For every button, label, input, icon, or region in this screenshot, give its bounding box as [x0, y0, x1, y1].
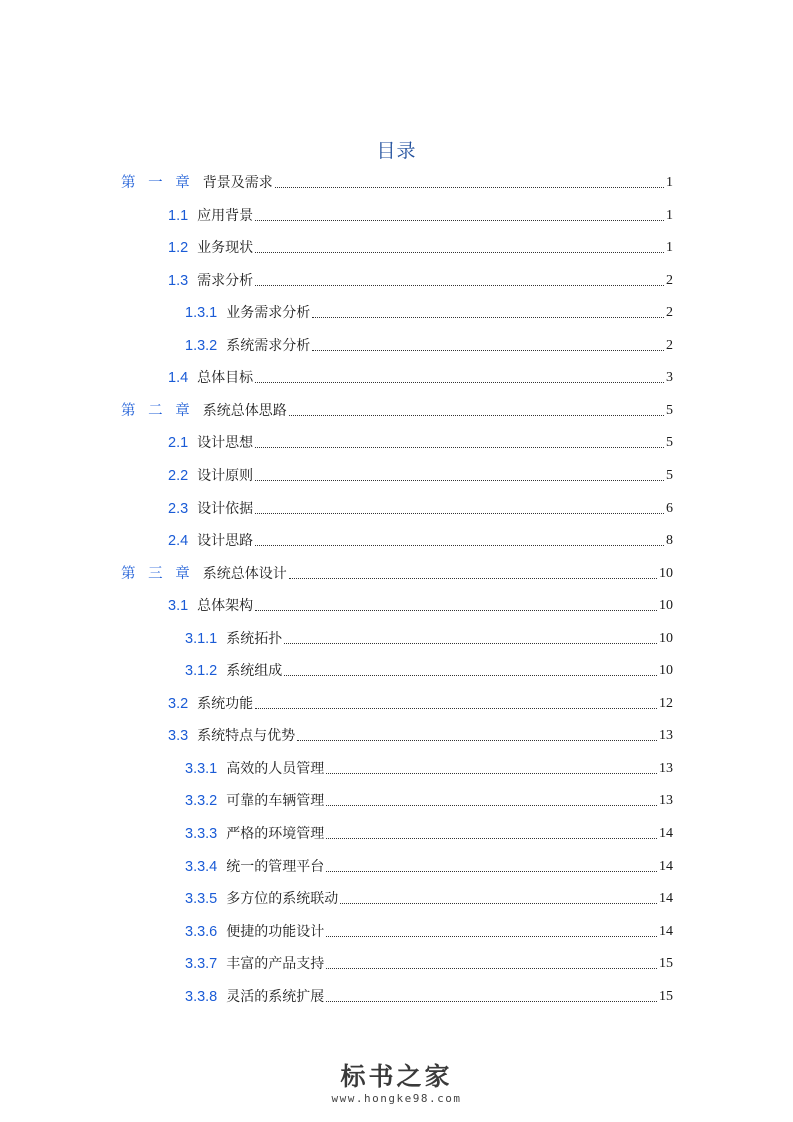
toc-entry-page: 1	[666, 208, 673, 223]
toc-entry-page: 8	[666, 533, 673, 548]
toc-entry-number: 第 一 章	[121, 175, 194, 191]
toc-entry-page: 14	[659, 826, 673, 841]
toc-entry-title: 丰富的产品支持	[226, 956, 325, 972]
toc-entry-title: 可靠的车辆管理	[226, 793, 325, 809]
toc-entry-title: 系统功能	[197, 696, 254, 712]
toc-entry-title: 设计依据	[197, 501, 254, 517]
footer-watermark	[0, 1062, 793, 1106]
toc-entry-number: 2.2	[168, 468, 189, 484]
dot-leader	[297, 724, 657, 748]
dot-leader	[255, 497, 664, 521]
toc-entry-page: 2	[666, 338, 673, 353]
toc-entry-title: 系统拓扑	[226, 631, 283, 647]
dot-leader	[340, 887, 657, 911]
dot-leader	[312, 301, 664, 325]
toc-entry[interactable]	[168, 497, 673, 521]
dot-leader	[312, 334, 664, 358]
toc-entry-number: 3.3.5	[185, 891, 218, 907]
toc-entry[interactable]	[121, 171, 673, 195]
toc-entry[interactable]	[185, 334, 673, 358]
dot-leader	[255, 594, 657, 618]
toc-entry-number: 2.4	[168, 533, 189, 549]
dot-leader	[255, 269, 664, 293]
dot-leader	[289, 562, 657, 586]
toc-entry[interactable]	[168, 594, 673, 618]
toc-entry-page: 13	[659, 793, 673, 808]
toc-entry-page: 5	[666, 468, 673, 483]
toc-entry-title: 需求分析	[197, 273, 254, 289]
toc-entry[interactable]	[168, 236, 673, 260]
dot-leader	[255, 236, 664, 260]
toc-entry-title: 多方位的系统联动	[226, 891, 339, 907]
toc-entry[interactable]	[185, 887, 673, 911]
toc-entry-number: 3.3.6	[185, 924, 218, 940]
toc-entry-number: 3.1.1	[185, 631, 218, 647]
toc-entry-page: 15	[659, 989, 673, 1004]
toc-entry-page: 12	[659, 696, 673, 711]
dot-leader	[289, 399, 664, 423]
dot-leader	[284, 659, 657, 683]
dot-leader	[326, 757, 657, 781]
toc-entry-title: 便捷的功能设计	[226, 924, 325, 940]
toc-entry-title: 设计思路	[197, 533, 254, 549]
toc-entry-page: 14	[659, 924, 673, 939]
dot-leader	[326, 920, 657, 944]
toc-entry-number: 3.3.1	[185, 761, 218, 777]
toc-entry-page: 6	[666, 501, 673, 516]
toc-entry-number: 1.4	[168, 370, 189, 386]
dot-leader	[326, 822, 657, 846]
toc-entry-title: 统一的管理平台	[226, 859, 325, 875]
toc-entry-number: 3.3.7	[185, 956, 218, 972]
toc-entry-number: 3.3.8	[185, 989, 218, 1005]
toc-entry-title: 背景及需求	[202, 175, 273, 191]
toc-entry-number: 3.1.2	[185, 663, 218, 679]
toc-entry[interactable]	[185, 301, 673, 325]
toc-entry-page: 14	[659, 859, 673, 874]
page-title: 目录	[376, 140, 417, 162]
toc-entry[interactable]	[168, 464, 673, 488]
toc-entry[interactable]	[185, 855, 673, 879]
toc-entry-title: 高效的人员管理	[226, 761, 325, 777]
dot-leader	[255, 204, 664, 228]
toc-entry-title: 业务需求分析	[226, 305, 311, 321]
dot-leader	[255, 431, 664, 455]
toc-entry[interactable]	[168, 366, 673, 390]
toc-entry-page: 5	[666, 435, 673, 450]
toc-entry[interactable]	[168, 431, 673, 455]
toc-entry-title: 总体目标	[197, 370, 254, 386]
toc-entry-page: 5	[666, 403, 673, 418]
toc-entry-number: 1.1	[168, 208, 189, 224]
toc-entry[interactable]	[121, 562, 673, 586]
toc-entry-title: 系统需求分析	[226, 338, 311, 354]
toc-entry-page: 10	[659, 566, 673, 581]
toc-entry[interactable]	[168, 692, 673, 716]
toc-entry-page: 14	[659, 891, 673, 906]
toc-entry[interactable]	[168, 529, 673, 553]
toc-entry-number: 2.3	[168, 501, 189, 517]
toc-entry-number: 1.3	[168, 273, 189, 289]
toc-entry[interactable]	[185, 822, 673, 846]
toc-entry-title: 总体架构	[197, 598, 254, 614]
toc-entry-page: 2	[666, 305, 673, 320]
toc-entry-title: 设计原则	[197, 468, 254, 484]
toc-entry-number: 3.3	[168, 728, 189, 744]
toc-entry[interactable]	[185, 757, 673, 781]
toc-entry[interactable]	[185, 627, 673, 651]
dot-leader	[255, 692, 657, 716]
dot-leader	[275, 171, 664, 195]
dot-leader	[326, 952, 657, 976]
toc-entry-number: 3.3.4	[185, 859, 218, 875]
toc-entry-page: 10	[659, 598, 673, 613]
toc-entry-number: 3.2	[168, 696, 189, 712]
toc-entry-page: 1	[666, 175, 673, 190]
toc-entry[interactable]	[121, 399, 673, 423]
dot-leader	[255, 366, 664, 390]
toc-entry[interactable]	[185, 920, 673, 944]
toc-entry-page: 15	[659, 956, 673, 971]
toc-entry-title: 严格的环境管理	[226, 826, 325, 842]
toc-entry-number: 第 二 章	[121, 403, 194, 419]
dot-leader	[255, 464, 664, 488]
dot-leader	[326, 985, 657, 1009]
toc-entry-number: 3.3.3	[185, 826, 218, 842]
toc-entry[interactable]	[185, 659, 673, 683]
toc-entry[interactable]	[168, 204, 673, 228]
toc-entry-title: 设计思想	[197, 435, 254, 451]
toc-entry[interactable]	[185, 952, 673, 976]
toc-entry-number: 第 三 章	[121, 566, 194, 582]
toc-entry-title: 系统特点与优势	[197, 728, 296, 744]
toc-entry-page: 1	[666, 240, 673, 255]
site-logo: 标书之家	[340, 1062, 453, 1091]
toc-entry-page: 3	[666, 370, 673, 385]
site-url: www.hongke98.com	[331, 1092, 462, 1105]
toc-entry-page: 10	[659, 631, 673, 646]
toc-entry-number: 1.3.1	[185, 305, 218, 321]
toc-entry-page: 13	[659, 728, 673, 743]
toc-entry-number: 1.3.2	[185, 338, 218, 354]
toc-entry-title: 应用背景	[197, 208, 254, 224]
toc-entry-title: 系统总体思路	[202, 403, 287, 419]
toc-entry-number: 3.3.2	[185, 793, 218, 809]
toc-entry-page: 2	[666, 273, 673, 288]
dot-leader	[326, 855, 657, 879]
toc-entry[interactable]	[168, 269, 673, 293]
dot-leader	[255, 529, 664, 553]
toc-entry-page: 13	[659, 761, 673, 776]
dot-leader	[326, 789, 657, 813]
toc-entry-number: 1.2	[168, 240, 189, 256]
toc-entry-title: 业务现状	[197, 240, 254, 256]
toc-entry-title: 灵活的系统扩展	[226, 989, 325, 1005]
toc-entry-number: 3.1	[168, 598, 189, 614]
toc-entry-number: 2.1	[168, 435, 189, 451]
dot-leader	[284, 627, 657, 651]
toc-entry-title: 系统组成	[226, 663, 283, 679]
toc-entry-title: 系统总体设计	[202, 566, 287, 582]
toc-entry[interactable]	[185, 789, 673, 813]
toc-entry-page: 10	[659, 663, 673, 678]
toc-entry[interactable]	[168, 724, 673, 748]
toc-entry[interactable]	[185, 985, 673, 1009]
